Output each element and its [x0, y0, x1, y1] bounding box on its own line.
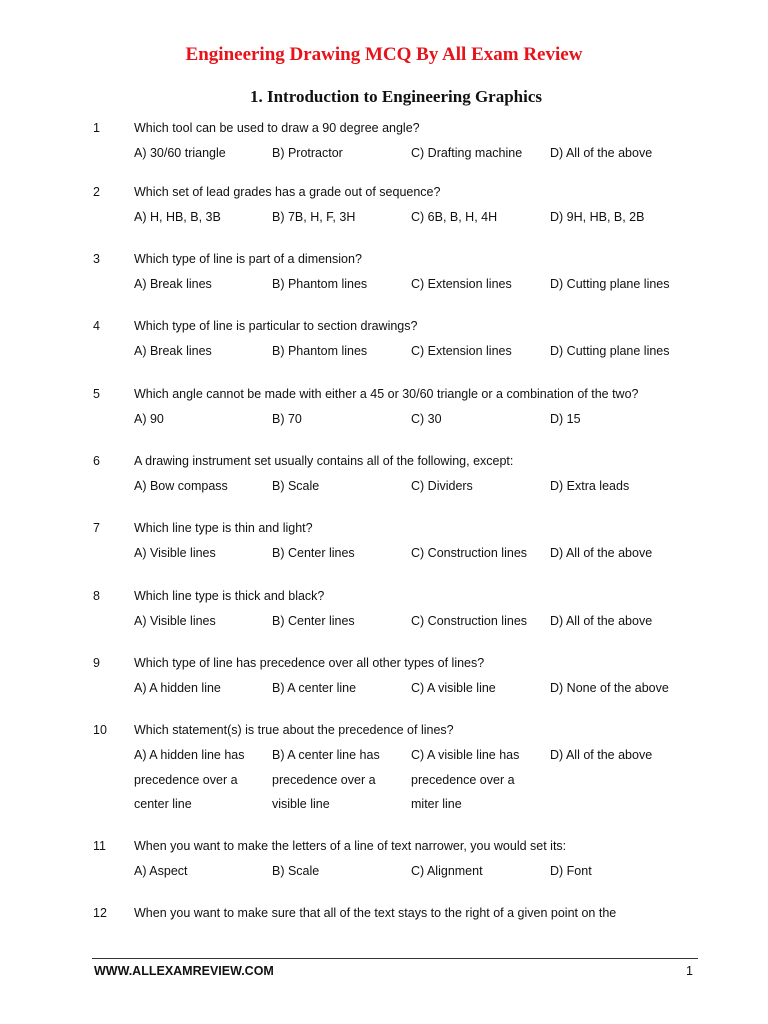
- option-a: A) A hidden line: [134, 681, 221, 695]
- option-b: B) Phantom lines: [272, 344, 368, 358]
- question-number: 4: [93, 319, 100, 333]
- question-number: 5: [93, 387, 100, 401]
- option-d: D) All of the above: [550, 614, 653, 628]
- footer-website: WWW.ALLEXAMREVIEW.COM: [94, 964, 274, 978]
- question-text: Which set of lead grades has a grade out of sequence?: [134, 185, 441, 199]
- option-a: A) 30/60 triangle: [134, 146, 226, 160]
- option-b: B) A center line has precedence over a visible line: [272, 748, 380, 811]
- option-a: A) H, HB, B, 3B: [134, 210, 221, 224]
- option-d: D) 9H, HB, B, 2B: [550, 210, 645, 224]
- question-number: 2: [93, 185, 100, 199]
- question-number: 7: [93, 521, 100, 535]
- question-number: 12: [93, 906, 107, 920]
- option-a: A) A hidden line has precedence over a center line: [134, 748, 245, 811]
- option-b: B) Center lines: [272, 546, 355, 560]
- question-text: Which statement(s) is true about the precedence of lines?: [134, 723, 454, 737]
- option-b: B) 70: [272, 412, 302, 426]
- question-text: When you want to make sure that all of the text stays to the right of a given point on the: [134, 906, 617, 920]
- option-b: B) 7B, H, F, 3H: [272, 210, 356, 224]
- option-b: B) A center line: [272, 681, 357, 695]
- option-a: A) Bow compass: [134, 479, 228, 493]
- option-d: D) All of the above: [550, 748, 653, 762]
- question-text: Which type of line is particular to section drawings?: [134, 319, 418, 333]
- option-d: D) Cutting plane lines: [550, 277, 670, 291]
- question-number: 3: [93, 252, 100, 266]
- question-text: Which angle cannot be made with either a 45 or 30/60 triangle or a combination of the two?: [134, 387, 639, 401]
- option-d: D) All of the above: [550, 546, 653, 560]
- option-c: C) Dividers: [411, 479, 473, 493]
- option-d: D) Extra leads: [550, 479, 630, 493]
- option-a: A) Visible lines: [134, 546, 216, 560]
- option-a: A) Visible lines: [134, 614, 216, 628]
- option-a: A) Aspect: [134, 864, 188, 878]
- document-title: Engineering Drawing MCQ By All Exam Review: [185, 44, 583, 65]
- question-number: 10: [93, 723, 107, 737]
- option-c: C) 6B, B, H, 4H: [411, 210, 498, 224]
- question-number: 9: [93, 656, 100, 670]
- question-text: Which tool can be used to draw a 90 degree angle?: [134, 121, 420, 135]
- option-a: A) Break lines: [134, 277, 212, 291]
- option-c: C) A visible line has precedence over a miter line: [411, 748, 520, 811]
- question-number: 1: [93, 121, 100, 135]
- option-b: B) Center lines: [272, 614, 355, 628]
- question-text: A drawing instrument set usually contains all of the following, except:: [134, 454, 514, 468]
- option-c: C) Extension lines: [411, 277, 512, 291]
- question-number: 11: [93, 839, 106, 853]
- option-c: C) 30: [411, 412, 442, 426]
- option-c: C) Extension lines: [411, 344, 512, 358]
- question-text: When you want to make the letters of a line of text narrower, you would set its:: [134, 839, 567, 853]
- option-d: D) None of the above: [550, 681, 669, 695]
- option-d: D) 15: [550, 412, 581, 426]
- page-number: 1: [686, 964, 693, 978]
- option-d: D) Cutting plane lines: [550, 344, 670, 358]
- option-c: C) Construction lines: [411, 614, 528, 628]
- option-b: B) Scale: [272, 479, 320, 493]
- option-c: C) Drafting machine: [411, 146, 523, 160]
- option-b: B) Scale: [272, 864, 320, 878]
- question-text: Which line type is thick and black?: [134, 589, 325, 603]
- option-d: D) All of the above: [550, 146, 653, 160]
- question-text: Which type of line is part of a dimension?: [134, 252, 362, 266]
- option-b: B) Phantom lines: [272, 277, 368, 291]
- option-c: C) A visible line: [411, 681, 496, 695]
- question-text: Which line type is thin and light?: [134, 521, 313, 535]
- option-b: B) Protractor: [272, 146, 343, 160]
- question-text: Which type of line has precedence over all other types of lines?: [134, 656, 485, 670]
- question-number: 8: [93, 589, 100, 603]
- section-heading: 1. Introduction to Engineering Graphics: [249, 87, 543, 106]
- option-a: A) Break lines: [134, 344, 212, 358]
- question-number: 6: [93, 454, 100, 468]
- footer-divider: [92, 958, 698, 959]
- option-d: D) Font: [550, 864, 592, 878]
- option-c: C) Alignment: [411, 864, 483, 878]
- option-c: C) Construction lines: [411, 546, 528, 560]
- option-a: A) 90: [134, 412, 164, 426]
